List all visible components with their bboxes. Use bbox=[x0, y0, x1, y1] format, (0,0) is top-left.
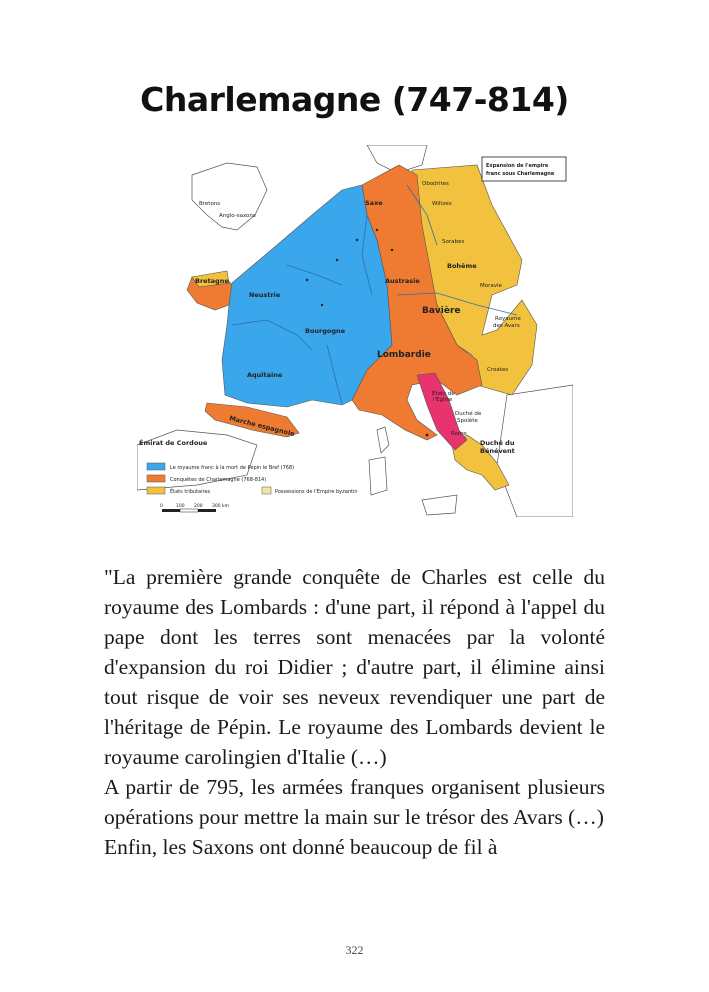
scale-tick-300: 300 km bbox=[212, 504, 230, 509]
legend-title-1: Expansion de l'empire bbox=[486, 163, 549, 169]
label-benevent-1: Duché du bbox=[480, 439, 515, 447]
label-bretons: Bretons bbox=[199, 201, 221, 207]
label-sorabes: Sorabes bbox=[442, 239, 465, 245]
legend-title-2: franc sous Charlemagne bbox=[486, 171, 555, 177]
label-bourgogne: Bourgogne bbox=[305, 327, 346, 335]
label-austrasie: Austrasie bbox=[385, 277, 420, 285]
legend-swatch-pepin bbox=[147, 463, 165, 470]
legend-label-tributaires: États tributaires bbox=[170, 489, 211, 495]
city-dot bbox=[391, 249, 393, 251]
legend-title-box bbox=[482, 157, 566, 181]
scale-tick-200: 200 bbox=[194, 504, 203, 509]
empire-map bbox=[137, 145, 573, 517]
paragraph: Enfin, les Saxons ont donné beaucoup de fil à bbox=[104, 835, 498, 859]
label-anglo-saxons: Anglo-saxons bbox=[219, 213, 256, 219]
label-marche-espagnole: Marche espagnole bbox=[228, 414, 296, 439]
label-obodrites: Obodrites bbox=[422, 181, 449, 187]
label-eglise-1: États de bbox=[432, 391, 455, 397]
paragraph: A partir de 795, les armées franques organisent plusieurs opérations pour mettre la main sur le trésor des Avars (…) bbox=[104, 775, 605, 829]
page-title: Charlemagne (747-814) bbox=[140, 80, 569, 119]
label-neustrie: Neustrie bbox=[249, 291, 281, 299]
label-lombardie: Lombardie bbox=[377, 350, 431, 360]
land-sicily bbox=[422, 495, 457, 515]
label-boheme: Bohême bbox=[447, 262, 477, 270]
land-sardinia bbox=[369, 457, 387, 495]
city-dot bbox=[376, 229, 378, 231]
city-dot bbox=[306, 279, 308, 281]
legend-swatch-tributaires bbox=[147, 487, 165, 494]
label-aquitaine: Aquitaine bbox=[247, 371, 283, 379]
label-spolete-1: Duché de bbox=[455, 411, 482, 417]
label-croates: Croates bbox=[487, 367, 509, 373]
scale-tick-0: 0 bbox=[160, 504, 163, 509]
legend-swatch-conquetes bbox=[147, 475, 165, 482]
label-wilzes: Wiltzes bbox=[432, 201, 452, 207]
city-dot bbox=[356, 239, 358, 241]
legend-swatch-byzantin bbox=[262, 487, 271, 494]
label-eglise-2: l'Église bbox=[433, 397, 453, 403]
label-baviere: Bavière bbox=[422, 306, 461, 316]
label-emirat: Émirat de Cordoue bbox=[139, 439, 208, 447]
map-svg bbox=[137, 145, 573, 517]
label-rome: Rome bbox=[451, 431, 467, 437]
city-dot bbox=[336, 259, 338, 261]
label-spolete-2: Spolète bbox=[457, 418, 478, 424]
scale-tick-100: 100 bbox=[176, 504, 185, 509]
legend-label-byzantin: Possessions de l'Empire byzantin bbox=[275, 489, 358, 495]
body-text bbox=[104, 562, 605, 862]
label-bretagne: Bretagne bbox=[195, 277, 229, 285]
label-benevent-2: Bénévent bbox=[480, 447, 515, 455]
land-britain bbox=[192, 163, 267, 230]
city-dot bbox=[426, 434, 429, 437]
label-saxe: Saxe bbox=[365, 199, 383, 207]
land-corsica bbox=[377, 427, 389, 453]
paragraph: "La première grande conquête de Charles est celle du royaume des Lombards : d'une part, il répond à l'appel du pape dont les terres sont menacées par la volonté d'expansion du roi Didier ; d'autre part, il élimine ainsi tout risque de voir ses neveux revendiquer une part de l'héritage de Pépin. Le royaume des Lombards devient le royaume carolingien d'Italie (…) bbox=[104, 565, 605, 769]
label-avars-2: des Avars bbox=[493, 323, 520, 329]
scale-bar bbox=[160, 503, 229, 512]
legend-label-pepin: Le royaume franc à la mort de Pépin le Bref (768) bbox=[170, 465, 295, 471]
legend-label-conquetes: Conquêtes de Charlemagne (768-814) bbox=[170, 477, 267, 483]
label-avars-1: Royaume bbox=[495, 316, 521, 322]
page-number: 322 bbox=[345, 943, 364, 957]
city-dot bbox=[321, 304, 323, 306]
label-moravie: Moravie bbox=[480, 283, 502, 289]
